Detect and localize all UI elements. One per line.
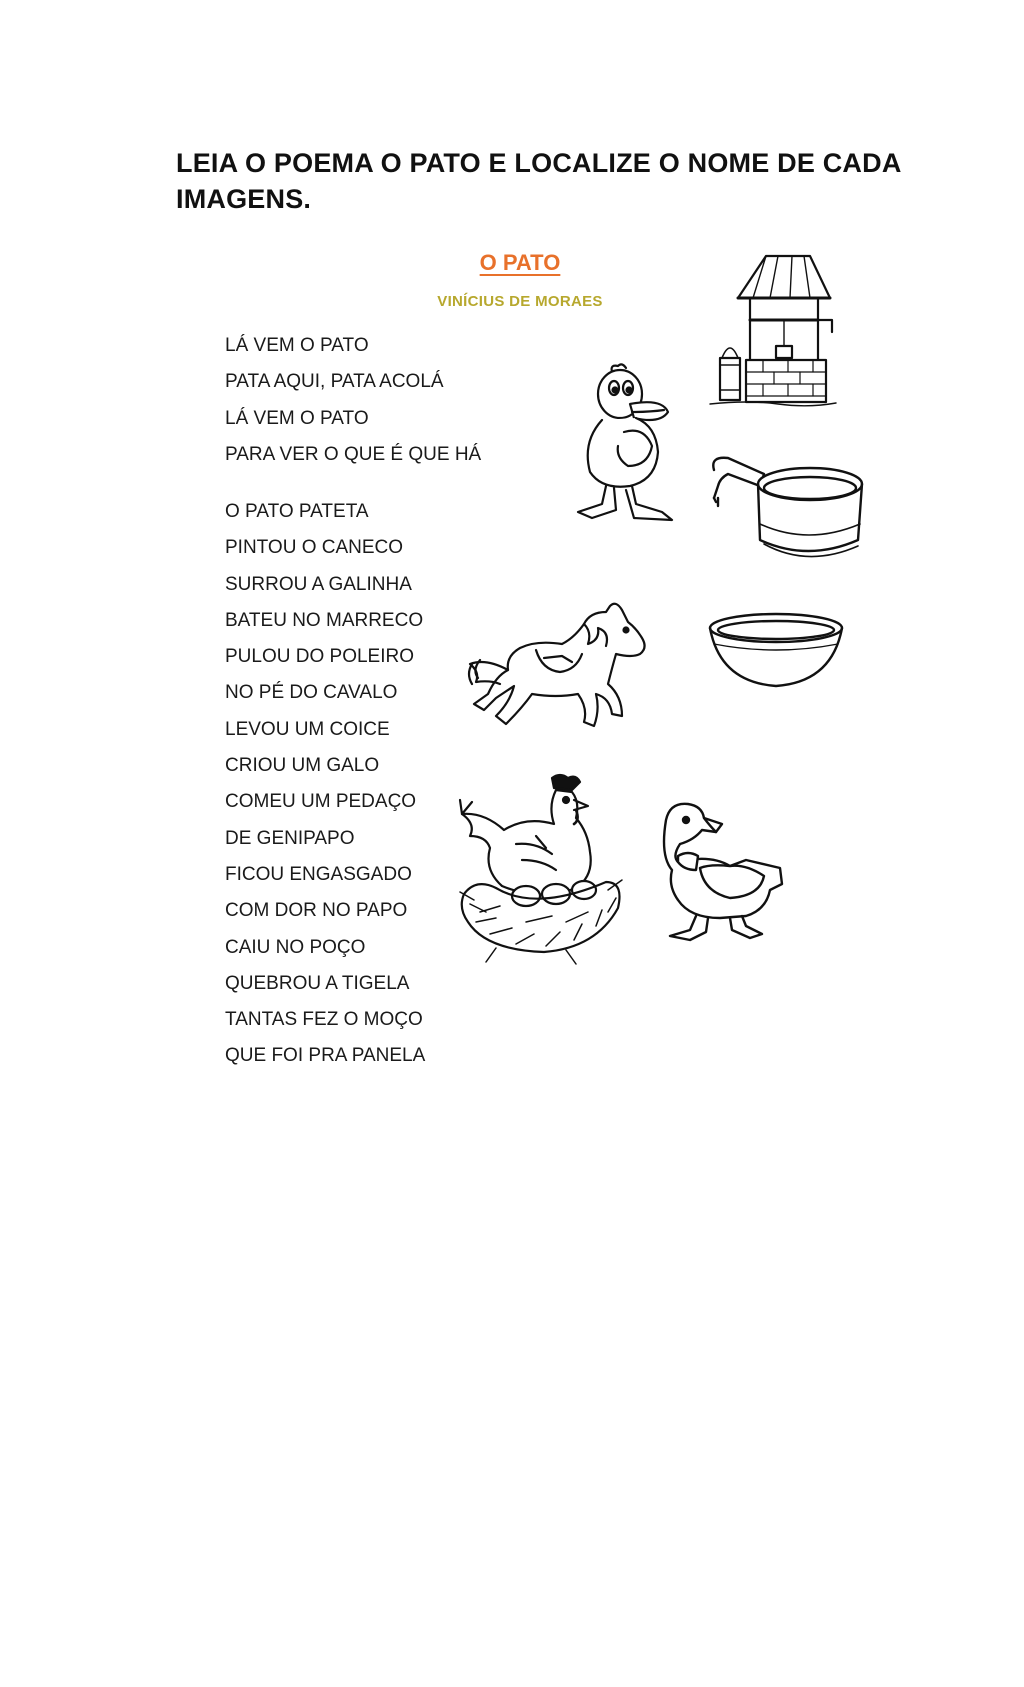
poem-line: QUEBROU A TIGELA <box>225 972 410 994</box>
instruction-heading: LEIA O POEMA O PATO E LOCALIZE O NOME DE CADA IMAGENS. <box>176 148 901 214</box>
poem-stanza-1 <box>225 328 481 473</box>
poem-line: CAIU NO POÇO <box>225 936 366 958</box>
poem-line: PINTOU O CANECO <box>225 537 404 559</box>
poem-line: PULOU DO POLEIRO <box>225 646 414 668</box>
poem-line: FICOU ENGASGADO <box>225 863 412 885</box>
horse-icon <box>466 598 656 738</box>
poem-line: LÁ VEM O PATO <box>225 335 369 356</box>
poem-line: PARA VER O QUE É QUE HÁ <box>225 443 482 465</box>
poem-line: O PATO PATETA <box>225 501 369 522</box>
saucepan-icon <box>708 452 868 572</box>
poem-author: VINÍCIUS DE MORAES <box>437 293 603 310</box>
poem-line: TANTAS FEZ O MOÇO <box>225 1009 423 1031</box>
poem-stanza-2 <box>225 494 425 1075</box>
poem-line: CRIOU UM GALO <box>225 755 380 777</box>
poem-line: DE GENIPAPO <box>225 827 355 849</box>
bowl-icon <box>706 610 846 690</box>
poem-line: QUE FOI PRA PANELA <box>225 1045 426 1067</box>
poem-line: SURROU A GALINHA <box>225 573 412 595</box>
poem-line: PATA AQUI, PATA ACOLÁ <box>225 371 444 393</box>
poem-line: LEVOU UM COICE <box>225 718 390 740</box>
poem-line: COMEU UM PEDAÇO <box>225 791 417 813</box>
poem-title: O PATO <box>479 250 561 275</box>
poem-line: BATEU NO MARRECO <box>225 609 424 631</box>
poem-line: NO PÉ DO CAVALO <box>225 682 398 704</box>
poem-line: LÁ VEM O PATO <box>225 407 369 429</box>
poem-line: COM DOR NO PAPO <box>225 900 408 922</box>
hen-on-nest-icon <box>456 772 626 972</box>
duck-icon <box>650 800 800 945</box>
well-icon <box>708 250 838 410</box>
duckling-icon <box>572 362 682 532</box>
